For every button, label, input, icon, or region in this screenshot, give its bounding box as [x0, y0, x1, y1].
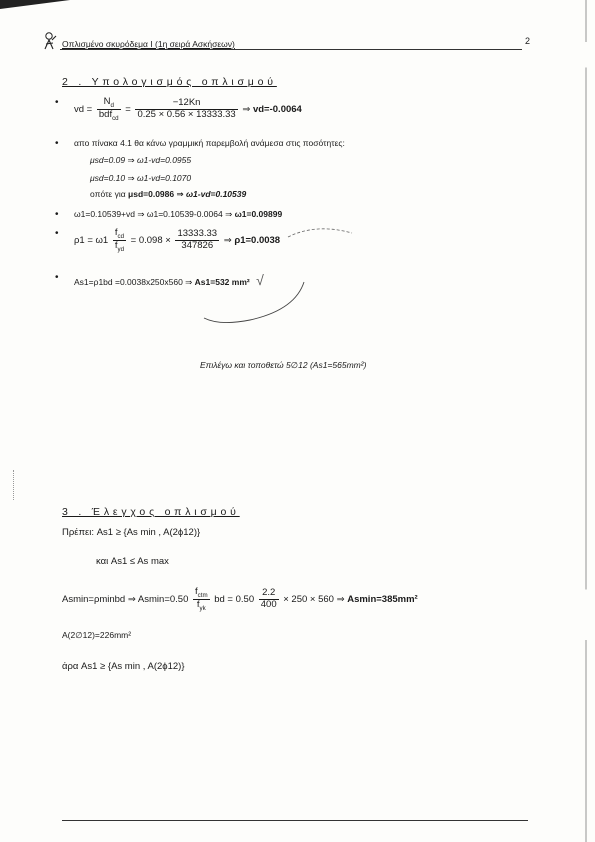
- header-title: Οπλισμένο σκυρόδεμα Ι (1η σειρά Ασκήσεων): [62, 39, 235, 49]
- conclusion: As1 ≥ {As min , A(2ϕ12)}: [81, 661, 185, 672]
- interp-text: • απο πίνακα 4.1 θα κάνω γραμμική παρεμβολή ανάμεσα στις ποσότητες:: [74, 138, 345, 148]
- asmin-result: Asmin=385mm²: [347, 594, 418, 605]
- condition-1: As1 ≥ {As min , A(2ϕ12)}: [96, 527, 201, 538]
- scan-edge-line: [585, 0, 587, 842]
- a2012-value: A(2∅12)=226mm²: [62, 630, 132, 640]
- omega-result: ω1=0.09899: [234, 209, 283, 219]
- interp-line-3: οπότε για μsd=0.0986 ⇒ ω1-vd=0.10539: [90, 189, 247, 199]
- condition-2: και As1 ≤ As max: [96, 556, 169, 567]
- check-mark: √: [256, 272, 264, 288]
- conclusion-line: άρα As1 ≥ {As min , A(2ϕ12)}: [62, 661, 185, 672]
- as-result: As1=532 mm²: [194, 277, 250, 287]
- vd-equation: • vd = $\frac{N_d}{bdf_{cd}}$ = $\frac{-12Kn}{0.25 \times 0.56 \times 13333.33}$ ⇒ vd=-0.0064: [74, 97, 302, 122]
- vd-frac-values: $\frac{-12Kn}{0.25 \times 0.56 \times 13333.33}$: [137, 97, 236, 120]
- vd-result: vd=-0.0064: [252, 104, 302, 115]
- as-line: • As1=ρ1bd =0.0038x250x560 ⇒ As1=532 mm² √: [74, 272, 264, 288]
- rho-result: ρ1=0.0038: [234, 235, 281, 246]
- scan-corner-mark: [0, 0, 70, 9]
- vd-frac-nd: $\frac{N_d}{bdf_{cd}}$: [98, 96, 119, 122]
- page-number: 2: [524, 36, 530, 46]
- asmin-frac-f: $\frac{f_{ctm}}{f_{yk}}$: [195, 586, 208, 612]
- margin-mark: [13, 470, 15, 500]
- engineer-logo-icon: [42, 31, 58, 51]
- footer-rule: [62, 820, 528, 821]
- vd-lhs: vd =: [74, 104, 93, 115]
- header-rule: [60, 49, 522, 50]
- asmin-frac-values: $\frac{2.2}{400}$: [260, 587, 277, 610]
- rho-equation: • ρ1 = ω1 $\frac{f_{cd}}{f_{yd}}$ = 0.098 × $\frac{13333.33}{347826}$ ⇒ ρ1=0.0038: [74, 228, 280, 253]
- section3-heading: 3 . Έλεγχος οπλισμού: [62, 506, 240, 518]
- section2-heading: 2 . Υπολογισμός οπλισμού: [62, 76, 277, 88]
- rho-frac-f: $\frac{f_{cd}}{f_{yd}}$: [114, 227, 125, 253]
- vd-equals: =: [125, 104, 131, 115]
- pencil-arc-mark: [286, 225, 356, 239]
- pencil-underline-mark: [200, 280, 310, 330]
- omega-line: • ω1=0.10539+vd ⇒ ω1=0.10539-0.0064 ⇒ ω1=0.09899: [74, 209, 282, 220]
- interp-line-2: μsd=0.10 ⇒ ω1-vd=0.1070: [90, 173, 192, 183]
- page-header: [42, 36, 530, 52]
- selection-text: Επιλέγω και τοποθετώ 5∅12 (As1=565mm²): [200, 360, 367, 370]
- asmin-equation: Asmin=ρminbd ⇒ Asmin=0.50 $\frac{f_{ctm}}{f_{yk}}$ bd = 0.50 $\frac{2.2}{400}$ × 250 × 560 ⇒ Asmin=385mm²: [62, 586, 418, 612]
- rho-frac-values: $\frac{13333.33}{347826}$: [177, 228, 218, 251]
- interp-line-1: μsd=0.09 ⇒ ω1-vd=0.0955: [90, 155, 192, 165]
- must-line: Πρέπει: As1 ≥ {As min , A(2ϕ12)}: [62, 527, 201, 538]
